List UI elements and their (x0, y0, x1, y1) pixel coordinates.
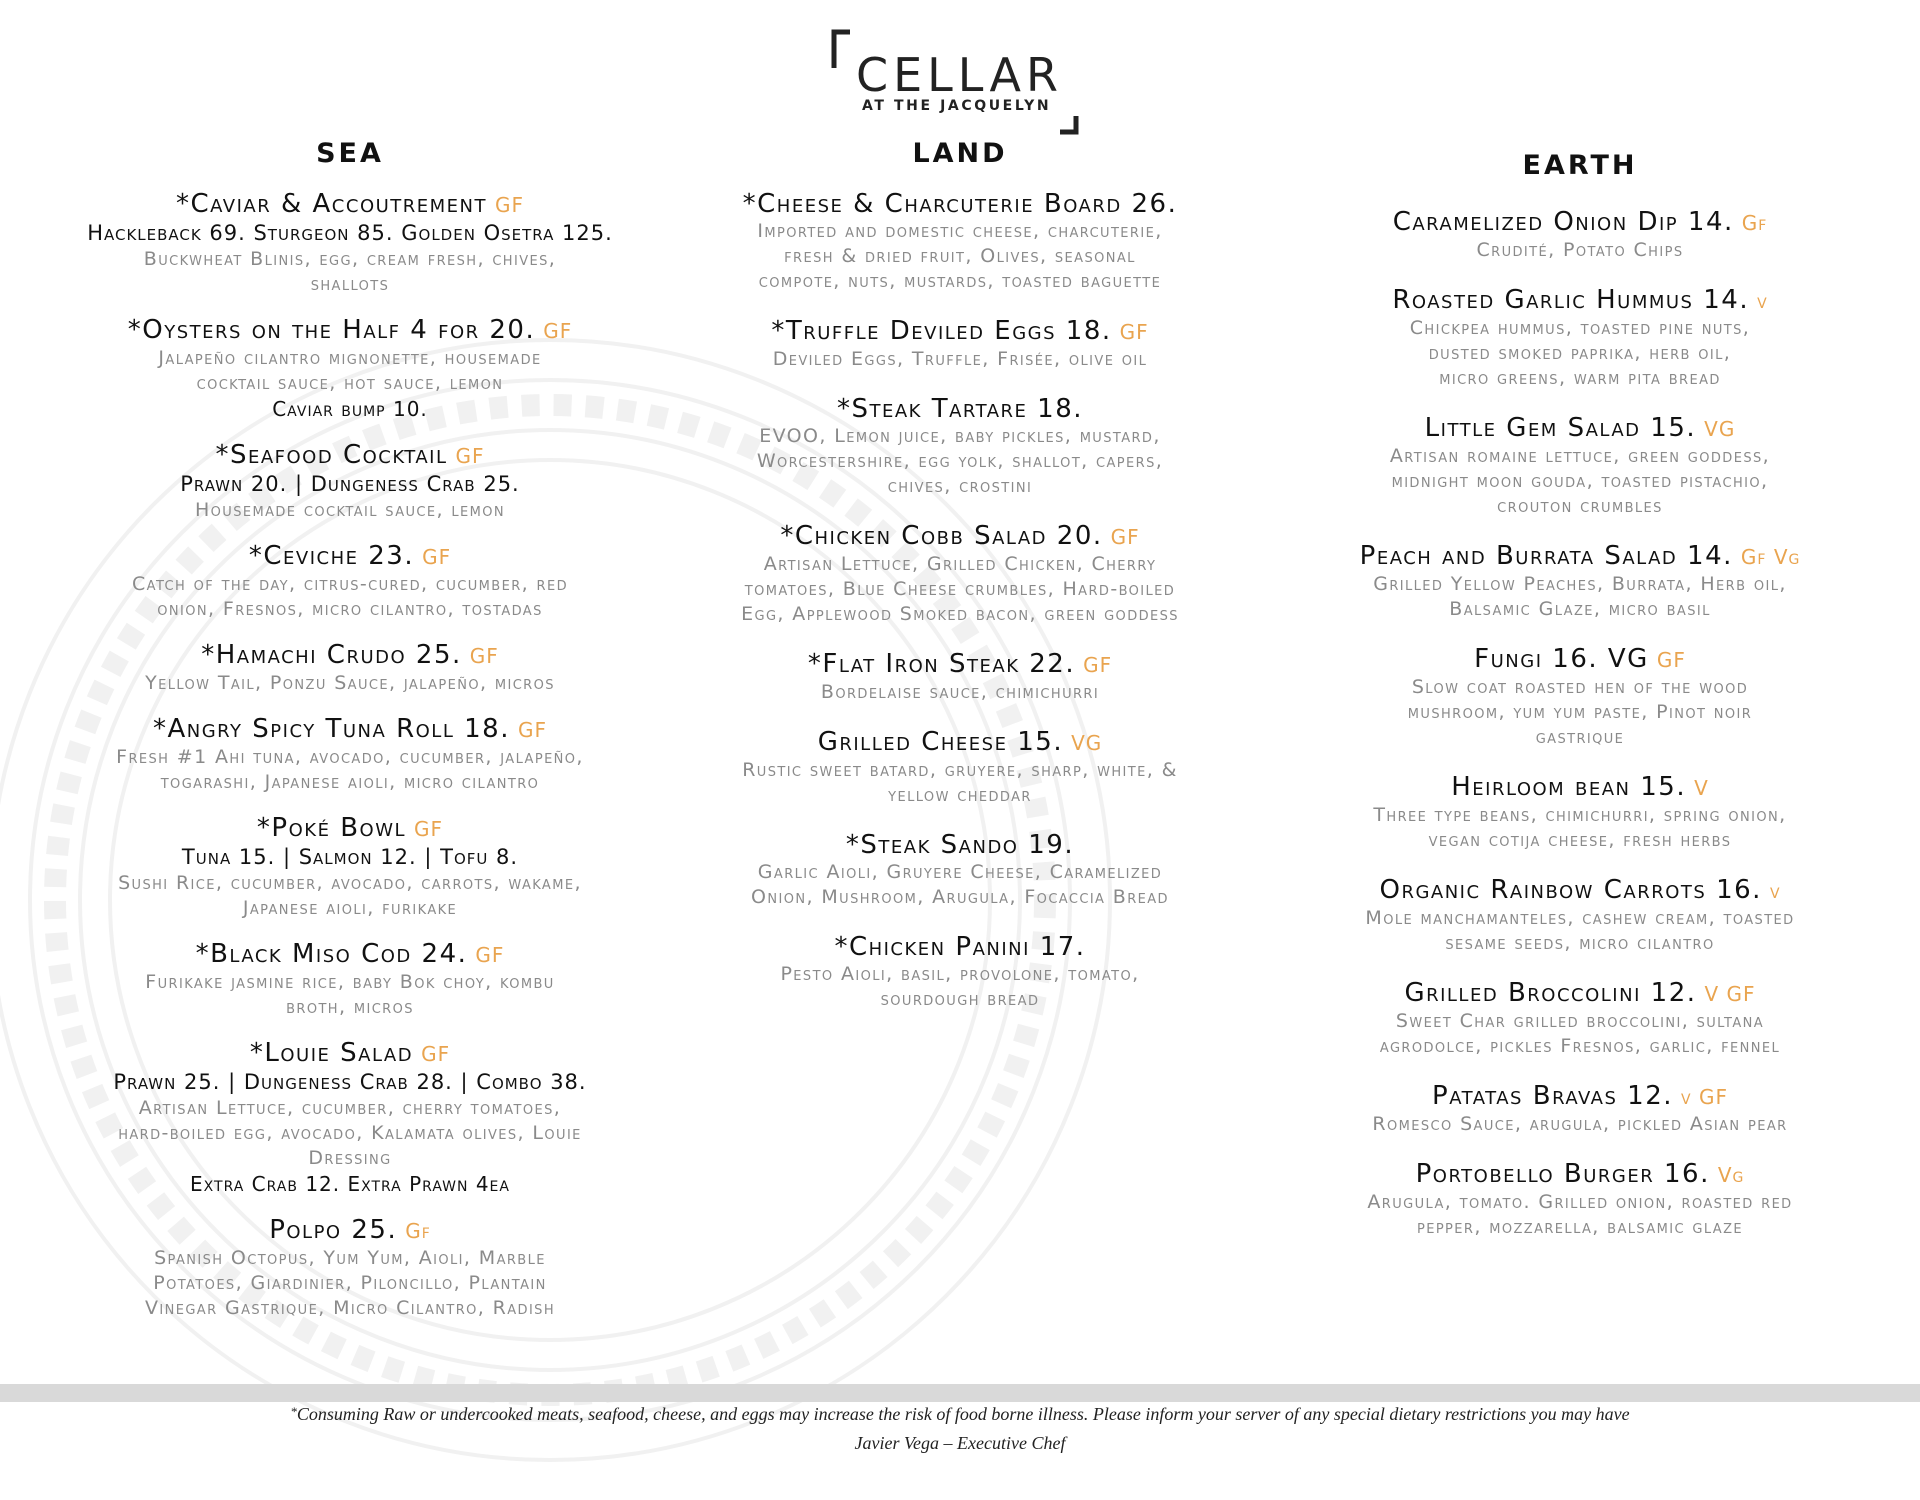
menu-item-name: *Cheese & Charcuterie Board 26. (742, 189, 1178, 219)
menu-item-name-row (1280, 285, 1880, 316)
menu-item-price-options: Prawn 25. | Dungeness Crab 28. | Combo 38. (113, 1070, 587, 1094)
menu-item-description: Vinegar Gastrique, Micro Cilantro, Radish (144, 1297, 556, 1319)
menu-item-description: Buckwheat Blinis, egg, cream fresh, chives, (143, 248, 557, 270)
menu-item-description: Rustic sweet batard, gruyere, sharp, white, & (742, 759, 1178, 781)
menu-item-description: togarashi, Japanese aioli, micro cilantro (160, 771, 540, 793)
menu-item-description: chives, crostini (887, 475, 1033, 497)
dietary-tag: Gf Vg (1740, 545, 1801, 569)
menu-item-name: Caramelized Onion Dip 14. (1392, 207, 1734, 237)
menu-item-name: *Hamachi Crudo 25. (201, 640, 462, 670)
menu-item-name-row (1280, 207, 1880, 238)
section-earth (1280, 150, 1880, 1262)
menu-item-name: Heirloom bean 15. (1451, 772, 1687, 802)
menu-items (660, 189, 1260, 1012)
menu-item-name-row (30, 939, 670, 970)
menu-item (30, 813, 670, 921)
dietary-tag: GF (1119, 320, 1149, 344)
section-title: EARTH (1522, 150, 1638, 181)
menu-item (1280, 978, 1880, 1059)
menu-item-description: Spanish Octopus, Yum Yum, Aioli, Marble (154, 1247, 546, 1269)
menu-item (660, 394, 1260, 499)
menu-item-name: *Louie Salad (249, 1038, 414, 1068)
menu-item-name-row (660, 649, 1260, 680)
dietary-tag: GF (469, 644, 499, 668)
menu-item-name: *Caviar & Accoutrement (175, 189, 488, 219)
menu-item-name-row (1280, 541, 1880, 572)
menu-item-name: Grilled Broccolini 12. (1404, 978, 1697, 1008)
menu-item-name: *Chicken Panini 17. (834, 932, 1086, 962)
menu-item-description: Three type beans, chimichurri, spring onion, (1373, 804, 1787, 826)
menu-item-description: vegan cotija cheese, fresh herbs (1428, 829, 1732, 851)
menu-item (660, 189, 1260, 294)
menu-item-description: Balsamic Glaze, micro basil (1449, 598, 1711, 620)
menu-item-name: *Ceviche 23. (248, 541, 415, 571)
menu-item (1280, 1159, 1880, 1240)
menu-item-name: *Poké Bowl (256, 813, 407, 843)
menu-item-description: Potatoes, Giardinier, Piloncillo, Plantain (153, 1272, 547, 1294)
menu-item-description: Fresh #1 Ahi tuna, avocado, cucumber, jalapeño, (116, 746, 584, 768)
executive-chef-credit: Javier Vega – Executive Chef (854, 1433, 1066, 1453)
menu-item-description: mushroom, yum yum paste, Pinot noir (1407, 701, 1753, 723)
menu-item-name-row (1280, 772, 1880, 803)
menu-item-description: Imported and domestic cheese, charcuterie, (757, 220, 1163, 242)
menu-item-description: Bordelaise sauce, chimichurri (820, 681, 1100, 703)
menu-item-price-options: Hackleback 69. Sturgeon 85. Golden Osetra 125. (87, 221, 613, 245)
dietary-tag: GF (1656, 648, 1686, 672)
menu-item (660, 649, 1260, 705)
menu-item-description: Japanese aioli, furikake (242, 897, 458, 919)
dietary-tag: v (1757, 289, 1768, 313)
menu-item-name-row (30, 1038, 670, 1069)
menu-item-name-row (660, 521, 1260, 552)
menu-item (1280, 207, 1880, 263)
menu-item-description: pepper, mozzarella, balsamic glaze (1416, 1216, 1744, 1238)
menu-item-description: EVOO, Lemon juice, baby pickles, mustard, (759, 425, 1161, 447)
menu-item (660, 830, 1260, 910)
menu-item (30, 714, 670, 795)
menu-item (30, 189, 670, 297)
menu-item (1280, 875, 1880, 956)
dietary-tag: Vg (1717, 1163, 1745, 1187)
section-sea (30, 138, 670, 1339)
menu-item-name-row (30, 541, 670, 572)
menu-item-description: broth, micros (286, 996, 414, 1018)
menu-item-name-row (1280, 978, 1880, 1009)
menu-item (30, 1038, 670, 1197)
menu-item (30, 440, 670, 523)
menu-item-description: onion, Fresnos, micro cilantro, tostadas (157, 598, 543, 620)
menu-item-addon: Caviar bump 10. (272, 397, 428, 421)
disclaimer-text: Consuming Raw or undercooked meats, seafood, cheese, and eggs may increase the risk of food borne illness. Please inform your server of any special dietary restrictions you may have (296, 1404, 1630, 1424)
menu-item-name: *Angry Spicy Tuna Roll 18. (152, 714, 510, 744)
dietary-tag: GF (414, 817, 444, 841)
menu-item-description: micro greens, warm pita bread (1439, 367, 1721, 389)
menu-item-description: Furikake jasmine rice, baby Bok choy, kombu (145, 971, 555, 993)
menu-item-description: Arugula, tomato. Grilled onion, roasted red (1367, 1191, 1793, 1213)
dietary-tag: GF (475, 943, 505, 967)
menu-item-name-row (660, 932, 1260, 962)
menu-item-name: *Truffle Deviled Eggs 18. (771, 316, 1112, 346)
menu-item-name: Portobello Burger 16. (1415, 1159, 1710, 1189)
menu-item-description: Garlic Aioli, Gruyere Cheese, Caramelized (757, 861, 1163, 883)
menu-item (660, 521, 1260, 627)
menu-item-name-row (660, 727, 1260, 758)
menu-item-description: Sushi Rice, cucumber, avocado, carrots, wakame, (118, 872, 582, 894)
disclaimer-mark: * (290, 1404, 297, 1419)
dietary-tag: GF (421, 1042, 451, 1066)
menu-item-name-row (30, 813, 670, 844)
menu-item-name: *Chicken Cobb Salad 20. (780, 521, 1103, 551)
menu-item-name-row (30, 714, 670, 745)
menu-item-description: Mole manchamanteles, cashew cream, toasted (1365, 907, 1795, 929)
section-title: LAND (912, 138, 1008, 169)
menu-item-name-row (30, 440, 670, 471)
menu-item-description: yellow cheddar (888, 784, 1032, 806)
menu-item-name: *Seafood Cocktail (215, 440, 448, 470)
menu-item-price-options: Tuna 15. | Salmon 12. | Tofu 8. (181, 845, 519, 869)
menu-item-name-row (660, 394, 1260, 424)
menu-item-description: Worcestershire, egg yolk, shallot, capers, (756, 450, 1164, 472)
menu-item-description: tomatoes, Blue Cheese crumbles, Hard-boiled (744, 578, 1176, 600)
menu-item-description: agrodolce, pickles Fresnos, garlic, fennel (1379, 1035, 1781, 1057)
menu-item-description: Artisan Lettuce, cucumber, cherry tomatoes, (138, 1097, 562, 1119)
menu-item-description: Chickpea hummus, toasted pine nuts, (1409, 317, 1751, 339)
menu-item-description: dusted smoked paprika, herb oil, (1428, 342, 1732, 364)
menu-item-name-row (1280, 644, 1880, 675)
menu-item-name-row (1280, 413, 1880, 444)
menu-item-description: hard-boiled egg, avocado, Kalamata olives, Louie (118, 1122, 582, 1144)
menu-item-addon: Extra Crab 12. Extra Prawn 4ea (190, 1172, 510, 1196)
dietary-tag: GF (1110, 525, 1140, 549)
menu-item-description: Slow coat roasted hen of the wood (1411, 676, 1749, 698)
menu-item-description: shallots (310, 273, 390, 295)
menu-item-name-row (30, 640, 670, 671)
menu-item-name: *Steak Tartare 18. (836, 394, 1084, 424)
menu-item-name-row (30, 1215, 670, 1246)
menu-item (30, 541, 670, 622)
dietary-tag: V (1694, 776, 1709, 800)
menu-item-description: Dressing (308, 1147, 392, 1169)
section-land (660, 138, 1260, 1034)
menu-item-description: Housemade cocktail sauce, lemon (194, 499, 506, 521)
menu-item-description: sesame seeds, micro cilantro (1445, 932, 1715, 954)
menu-item-description: Yellow Tail, Ponzu Sauce, jalapeño, micros (145, 672, 555, 694)
menu-item-price-options: Prawn 20. | Dungeness Crab 25. (180, 472, 520, 496)
menu-item (1280, 541, 1880, 622)
menu-item-name: *Oysters on the Half 4 for 20. (127, 315, 536, 345)
menu-item-name-row (1280, 1159, 1880, 1190)
menu-item-name-row (1280, 875, 1880, 906)
menu-item (660, 316, 1260, 372)
menu-item-description: fresh & dried fruit, Olives, seasonal (784, 245, 1136, 267)
menu-item-description: Sweet Char grilled broccolini, sultana (1395, 1010, 1765, 1032)
menu-items (30, 189, 670, 1321)
menu-item-name: Peach and Burrata Salad 14. (1359, 541, 1733, 571)
menu-item-description: Crudité, Potato Chips (1476, 239, 1684, 261)
menu-item (30, 315, 670, 422)
dietary-tag: GF (455, 444, 485, 468)
dietary-tag: GF (517, 718, 547, 742)
menu-item-name: Fungi 16. VG (1474, 644, 1649, 674)
dietary-tag: Gf (1741, 211, 1768, 235)
menu-item-description: Onion, Mushroom, Arugula, Focaccia Bread (751, 886, 1169, 908)
section-title: SEA (316, 138, 384, 169)
menu-item (1280, 772, 1880, 853)
menu-item-name: Organic Rainbow Carrots 16. (1379, 875, 1762, 905)
dietary-tag: Gf (405, 1219, 431, 1243)
menu-item-name: *Flat Iron Steak 22. (807, 649, 1076, 679)
dietary-tag: v GF (1681, 1085, 1728, 1109)
menu-item-description: Pesto Aioli, basil, provolone, tomato, (780, 963, 1140, 985)
menu-item-description: Egg, Applewood Smoked bacon, green goddess (741, 603, 1179, 625)
menu-item (30, 1215, 670, 1321)
menu-item (1280, 285, 1880, 391)
menu-item (660, 727, 1260, 808)
menu-item-name: Grilled Cheese 15. (817, 727, 1064, 757)
menu-item-name-row (660, 830, 1260, 860)
footer-divider (0, 1384, 1920, 1402)
menu-item-name-row (660, 316, 1260, 347)
menu-item-description: compote, nuts, mustards, toasted baguette (758, 270, 1162, 292)
dietary-tag: v (1769, 879, 1781, 903)
menu-item-description: sourdough bread (880, 988, 1040, 1010)
menu-item-description: Jalapeño cilantro mignonette, housemade (158, 347, 542, 369)
menu-item (660, 932, 1260, 1012)
menu-item-description: cocktail sauce, hot sauce, lemon (196, 372, 504, 394)
dietary-tag: GF (422, 545, 452, 569)
menu-item (1280, 1081, 1880, 1137)
menu-item-name: Patatas Bravas 12. (1432, 1081, 1674, 1111)
menu-item-name: Roasted Garlic Hummus 14. (1392, 285, 1750, 315)
dietary-tag: GF (543, 319, 573, 343)
restaurant-logo (820, 28, 1090, 136)
menu-item-name: Polpo 25. (269, 1215, 398, 1245)
menu-item-name: Little Gem Salad 15. (1424, 413, 1697, 443)
menu-item-name: *Steak Sando 19. (845, 830, 1075, 860)
menu-item-description: midnight moon gouda, toasted pistachio, (1391, 470, 1769, 492)
menu-item-description: crouton crumbles (1497, 495, 1663, 517)
menu-item-name-row (1280, 1081, 1880, 1112)
menu-item-description: gastrique (1535, 726, 1625, 748)
dietary-tag: VG (1704, 417, 1736, 441)
food-safety-disclaimer (0, 1404, 1920, 1425)
menu-item-description: Catch of the day, citrus-cured, cucumber, red (132, 573, 568, 595)
dietary-tag: GF (1083, 653, 1113, 677)
dietary-tag: GF (495, 193, 525, 217)
menu-item-description: Artisan romaine lettuce, green goddess, (1389, 445, 1771, 467)
menu-item-name-row (30, 315, 670, 346)
dietary-tag: V GF (1704, 982, 1756, 1006)
logo-subtitle: AT THE JACQUELYN (862, 98, 1052, 114)
menu-item-description: Grilled Yellow Peaches, Burrata, Herb oil, (1373, 573, 1787, 595)
menu-item-name-row (30, 189, 670, 220)
menu-item-description: Romesco Sauce, arugula, pickled Asian pear (1372, 1113, 1788, 1135)
menu-item (1280, 413, 1880, 519)
menu-item-name-row (660, 189, 1260, 219)
menu-item (1280, 644, 1880, 750)
menu-item-description: Deviled Eggs, Truffle, Frisée, olive oil (772, 348, 1148, 370)
dietary-tag: VG (1071, 731, 1103, 755)
menu-item-name: *Black Miso Cod 24. (195, 939, 468, 969)
menu-item (30, 939, 670, 1020)
menu-item (30, 640, 670, 696)
menu-items (1280, 207, 1880, 1240)
menu-item-description: Artisan Lettuce, Grilled Chicken, Cherry (763, 553, 1157, 575)
logo-title: CELLAR (856, 48, 1063, 102)
